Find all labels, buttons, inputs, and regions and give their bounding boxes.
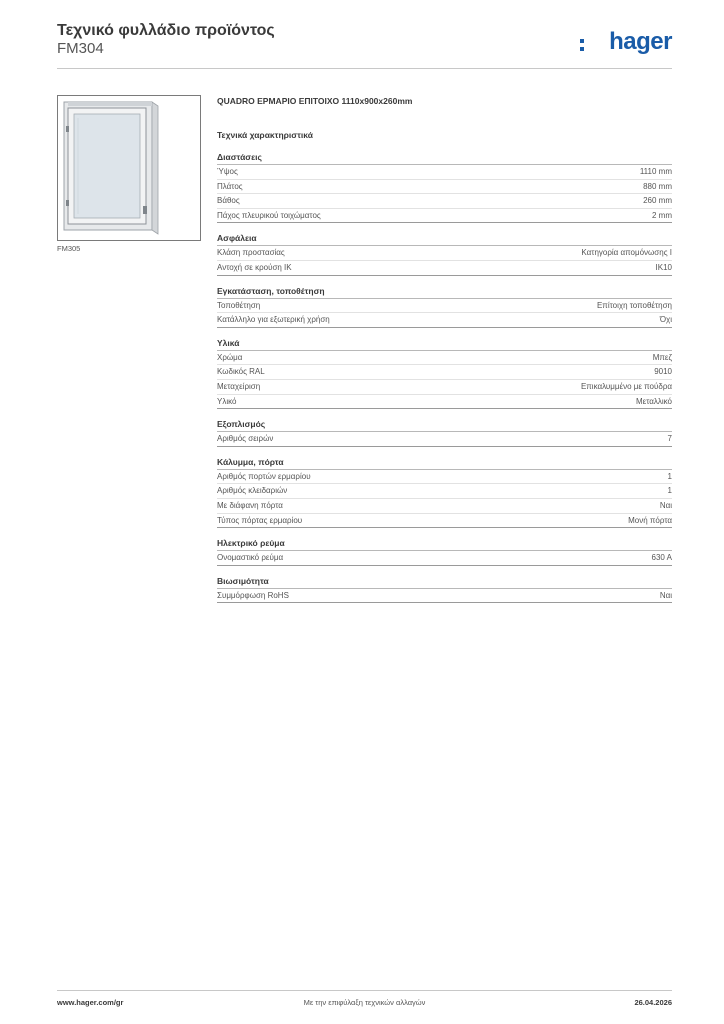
section-title: Διαστάσεις [217,152,672,165]
cabinet-illustration [58,96,200,240]
section-title: Ηλεκτρικό ρεύμα [217,538,672,551]
spec-value: 2 mm [652,210,672,220]
spec-section [217,286,672,328]
spec-value: 7 [667,434,672,444]
spec-label: Πάχος πλευρικού τοιχώματος [217,210,321,220]
spec-label: Μεταχείριση [217,381,261,391]
spec-value: Επικαλυμμένο με πούδρα [580,381,672,391]
spec-value: IK10 [655,262,672,272]
spec-row [217,484,672,499]
spec-value: Ναι [659,500,672,510]
spec-row [217,180,672,195]
specs-heading: Τεχνικά χαρακτηριστικά [217,130,313,140]
section-title: Εξοπλισμός [217,419,672,432]
spec-row [217,380,672,395]
spec-label: Βάθος [217,196,240,206]
spec-value: 880 mm [643,181,672,191]
footer-website[interactable]: www.hager.com/gr [57,998,124,1007]
section-title: Κάλυμμα, πόρτα [217,457,672,470]
spec-row [217,261,672,276]
spec-label: Αντοχή σε κρούση IK [217,262,292,272]
spec-label: Τοποθέτηση [217,300,261,310]
spec-row [217,299,672,314]
product-code: FM304 [57,40,104,57]
spec-row [217,589,672,604]
spec-label: Με διάφανη πόρτα [217,500,283,510]
spec-label: Αριθμός κλειδαριών [217,486,288,496]
spec-label: Πλάτος [217,181,243,191]
spec-label: Χρώμα [217,352,243,362]
document-title: Τεχνικό φυλλάδιο προϊόντος [57,22,275,39]
spec-label: Αριθμός πορτών ερμαρίου [217,471,311,481]
spec-row [217,194,672,209]
spec-section [217,338,672,409]
spec-label: Κατάλληλο για εξωτερική χρήση [217,315,330,325]
spec-sections [217,152,672,603]
spec-value: Κατηγορία απομόνωσης I [581,248,672,258]
spec-section [217,152,672,223]
spec-section [217,576,672,604]
spec-row [217,499,672,514]
logo-wordmark: hager [609,28,672,55]
spec-value: Όχι [659,315,672,325]
header-divider [57,68,672,69]
spec-section [217,538,672,566]
spec-value: Επίτοιχη τοποθέτηση [596,300,672,310]
image-caption: FM305 [57,244,81,253]
spec-row [217,470,672,485]
section-title: Εγκατάσταση, τοποθέτηση [217,286,672,299]
footer-divider [57,990,672,991]
spec-label: Ύψος [217,167,238,176]
spec-value: 260 mm [643,196,672,206]
spec-value: 630 A [651,553,672,563]
spec-row [217,432,672,447]
spec-section [217,233,672,275]
page-footer [57,998,672,1012]
spec-row [217,313,672,328]
spec-label: Αριθμός σειρών [217,434,274,444]
spec-row [217,165,672,180]
spec-row [217,365,672,380]
spec-label: Συμμόρφωση RoHS [217,590,289,600]
spec-value: 1 [667,486,672,496]
spec-section [217,419,672,447]
footer-note: Με την επιφύλαξη τεχνικών αλλαγών [303,998,426,1007]
spec-label: Τύπος πόρτας ερμαρίου [217,515,303,525]
spec-label: Κλάση προστασίας [217,248,285,258]
page-header [57,22,672,70]
spec-value: 1 [667,471,672,481]
section-title: Βιωσιμότητα [217,576,672,589]
spec-row [217,209,672,224]
spec-value: 1110 mm [639,167,672,176]
specifications [217,94,672,603]
spec-value: Μονή πόρτα [628,515,672,525]
spec-label: Ονομαστικό ρεύμα [217,553,284,563]
footer-date: 26.04.2026 [634,998,672,1007]
spec-row [217,514,672,529]
spec-section [217,457,672,528]
spec-value: Μπεζ [652,352,672,362]
spec-label: Κωδικός RAL [217,367,265,377]
hager-logo [580,30,672,56]
spec-row [217,246,672,261]
section-title: Ασφάλεια [217,233,672,246]
logo-colon-icon [580,39,583,52]
spec-row [217,351,672,366]
spec-row [217,395,672,410]
spec-value: Ναι [659,590,672,600]
spec-label: Υλικό [217,396,237,406]
product-name: QUADRO ΕΡΜΑΡΙΟ ΕΠΙΤΟΙΧΟ 1110x900x260mm [217,96,413,106]
spec-row [217,551,672,566]
section-title: Υλικά [217,338,672,351]
spec-value: Μεταλλικό [635,396,672,406]
cabinet-image [57,95,201,241]
spec-value: 9010 [654,367,672,377]
